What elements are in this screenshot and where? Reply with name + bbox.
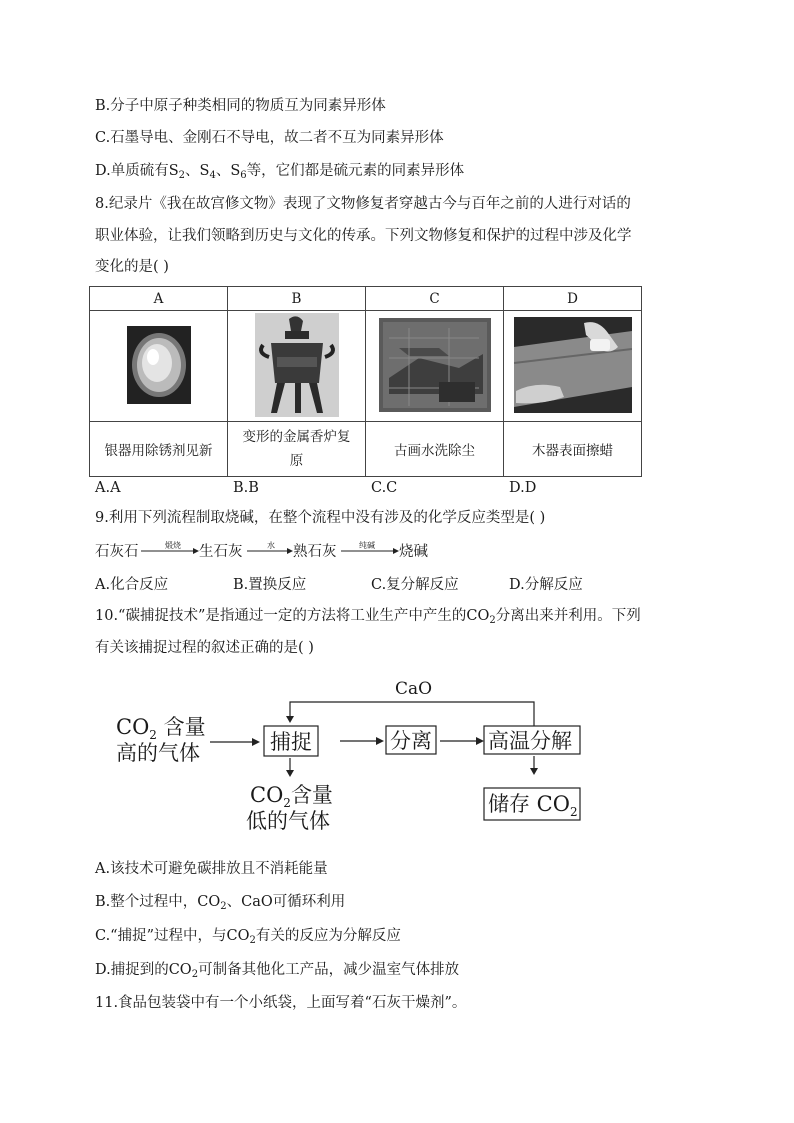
q8-answer-a: A.A bbox=[95, 480, 121, 496]
output-gas-line1: $CO_2$含量 bbox=[250, 783, 333, 810]
svg-text:水: 水 bbox=[267, 541, 275, 550]
q9-stem: 9.利用下列流程制取烧碱，在整个流程中没有涉及的化学反应类型是( ) bbox=[95, 510, 546, 526]
q7-option-d: D.单质硫有$S_2$、$S_4$、$S_6$等，它们都是硫元素的同素异形体 bbox=[95, 163, 465, 181]
q10-option-a: A.该技术可避免碳排放且不消耗能量 bbox=[95, 861, 328, 877]
svg-text:煅烧: 煅烧 bbox=[165, 541, 181, 550]
capture-label: 捕捉 bbox=[270, 730, 312, 754]
q7-option-c: C.石墨导电、金刚石不导电，故二者不互为同素异形体 bbox=[95, 130, 444, 146]
carbon-capture-diagram bbox=[110, 676, 590, 836]
q10-option-c: C.“捕捉”过程中，与$CO_2$有关的反应为分解反应 bbox=[95, 928, 401, 946]
choice-header-a: A bbox=[90, 287, 228, 311]
q10-stem-line1: 10.“碳捕捉技术”是指通过一定的方法将工业生产中产生的$CO_2$分离出来并利用。下列 bbox=[95, 608, 641, 626]
q9-option-a: A.化合反应 bbox=[95, 577, 169, 593]
choice-header-c: C bbox=[366, 287, 504, 311]
silver-plate-photo bbox=[127, 326, 191, 404]
cao-label: CaO bbox=[395, 679, 433, 699]
output-gas-line2: 低的气体 bbox=[246, 809, 330, 833]
svg-text:生石灰: 生石灰 bbox=[199, 544, 243, 560]
q8-answer-d: D.D bbox=[509, 480, 537, 496]
waxing-wood-photo bbox=[514, 317, 632, 413]
q8-answer-c: C.C bbox=[371, 480, 398, 496]
input-gas-line2: 高的气体 bbox=[116, 741, 200, 765]
q10-stem-line2: 有关该捕捉过程的叙述正确的是( ) bbox=[95, 640, 314, 656]
caption-d: 木器表面擦蜡 bbox=[504, 422, 642, 477]
q11-stem: 11.食品包装袋中有一个小纸袋，上面写着“石灰干燥剂”。 bbox=[95, 995, 467, 1011]
bronze-censer-photo bbox=[255, 313, 339, 417]
q9-option-d: D.分解反应 bbox=[509, 577, 583, 593]
choice-header-b: B bbox=[228, 287, 366, 311]
q9-option-c: C.复分解反应 bbox=[371, 577, 459, 593]
caption-b: 变形的金属香炉复 原 bbox=[228, 422, 366, 477]
ancient-painting-photo bbox=[379, 318, 491, 412]
q9-flow bbox=[95, 536, 435, 564]
svg-text:烧碱: 烧碱 bbox=[399, 544, 428, 560]
input-gas-line1: $CO_2$ 含量 bbox=[116, 715, 206, 742]
q10-option-b: B.整个过程中，$CO_2$、CaO可循环利用 bbox=[95, 894, 346, 912]
choice-header-d: D bbox=[504, 287, 642, 311]
q8-stem-line2: 职业体验，让我们领略到历史与文化的传承。下列文物修复和保护的过程中涉及化学 bbox=[95, 228, 632, 244]
caption-a: 银器用除锈剂见新 bbox=[90, 422, 228, 477]
q7-option-b: B.分子中原子种类相同的物质互为同素异形体 bbox=[95, 98, 386, 114]
svg-text:纯碱: 纯碱 bbox=[359, 541, 375, 550]
decompose-label: 高温分解 bbox=[488, 729, 572, 753]
q8-stem-line3: 变化的是( ) bbox=[95, 259, 169, 275]
q8-stem-line1: 8.纪录片《我在故宫修文物》表现了文物修复者穿越古今与百年之前的人进行对话的 bbox=[95, 196, 631, 212]
q10-option-d: D.捕捉到的$CO_2$可制备其他化工产品，减少温室气体排放 bbox=[95, 962, 460, 980]
separate-label: 分离 bbox=[390, 729, 432, 753]
q8-choice-table bbox=[89, 286, 642, 477]
q9-option-b: B.置换反应 bbox=[233, 577, 307, 593]
caption-c: 古画水洗除尘 bbox=[366, 422, 504, 477]
store-label: 储存 $CO_2$ bbox=[488, 792, 578, 819]
q8-answer-b: B.B bbox=[233, 480, 259, 496]
svg-text:石灰石: 石灰石 bbox=[95, 544, 139, 560]
svg-text:熟石灰: 熟石灰 bbox=[293, 544, 337, 560]
